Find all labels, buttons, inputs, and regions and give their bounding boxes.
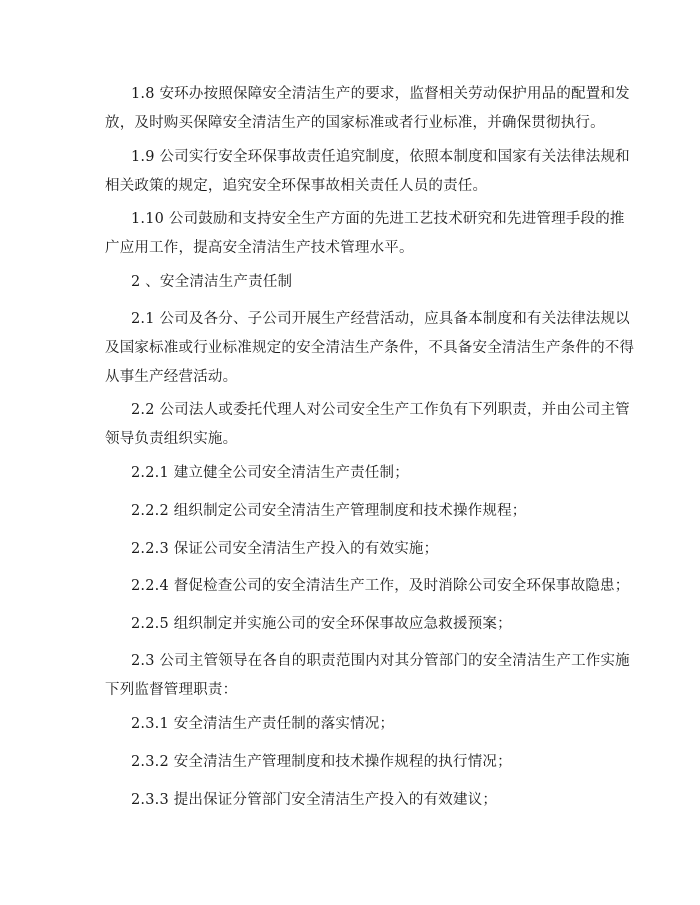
paragraph-line: 2.2.4 督促检查公司的安全清洁生产工作，及时消除公司安全环保事故隐患； (131, 578, 630, 594)
paragraph-2-3-1 (105, 710, 605, 739)
paragraph-2-2-2 (105, 497, 605, 526)
paragraph-line: 2.3.3 提出保证分管部门安全清洁生产投入的有效建议； (131, 792, 498, 808)
paragraph-1-9 (105, 143, 630, 201)
paragraph-line: 2.2 公司法人或委托代理人对公司安全生产工作负有下列职责，并由公司主管 (131, 402, 630, 418)
paragraph-line: 下列监督管理职责： (105, 682, 238, 698)
paragraph-line: 2.3.2 安全清洁生产管理制度和技术操作规程的执行情况； (131, 754, 512, 770)
paragraph-2-3 (105, 647, 630, 705)
paragraph-line: 1.10 公司鼓励和支持安全生产方面的先进工艺技术研究和先进管理手段的推 (131, 211, 625, 227)
paragraph-2-2-3 (105, 535, 605, 564)
paragraph-line: 广应用工作，提高安全清洁生产技术管理水平。 (105, 240, 414, 256)
paragraph-2-1 (105, 305, 635, 392)
paragraph-line: 1.8 安环办按照保障安全清洁生产的要求，监督相关劳动保护用品的配置和发 (131, 86, 630, 102)
paragraph-1-8 (105, 80, 630, 138)
paragraph-line: 1.9 公司实行安全环保事故责任追究制度，依照本制度和国家有关法律法规和 (131, 149, 630, 165)
paragraph-line: 放，及时购买保障安全清洁生产的国家标准或者行业标准，并确保贯彻执行。 (105, 115, 605, 131)
paragraph-line: 从事生产经营活动。 (105, 369, 238, 385)
paragraph-2-2 (105, 396, 630, 454)
paragraph-line: 2.2.3 保证公司安全清洁生产投入的有效实施； (131, 541, 439, 557)
paragraph-2-2-4 (105, 572, 630, 601)
paragraph-line: 及国家标准或行业标准规定的安全清洁生产条件，不具备安全清洁生产条件的不得 (105, 340, 635, 356)
paragraph-1-10 (105, 205, 625, 263)
section-heading-2 (105, 268, 605, 297)
paragraph-line: 2 、安全清洁生产责任制 (131, 274, 293, 290)
paragraph-2-3-3 (105, 786, 605, 815)
paragraph-line: 领导负责组织实施。 (105, 431, 238, 447)
paragraph-line: 2.2.1 建立健全公司安全清洁生产责任制； (131, 465, 409, 481)
paragraph-2-2-1 (105, 459, 605, 488)
paragraph-line: 2.1 公司及各分、子公司开展生产经营活动，应具备本制度和有关法律法规以 (131, 311, 630, 327)
paragraph-2-2-5 (105, 610, 605, 639)
paragraph-line: 2.3.1 安全清洁生产责任制的落实情况； (131, 716, 395, 732)
paragraph-line: 2.2.2 组织制定公司安全清洁生产管理制度和技术操作规程； (131, 503, 527, 519)
paragraph-line: 相关政策的规定，追究安全环保事故相关责任人员的责任。 (105, 178, 488, 194)
paragraph-line: 2.2.5 组织制定并实施公司的安全环保事故应急救援预案； (131, 616, 512, 632)
paragraph-2-3-2 (105, 748, 605, 777)
paragraph-line: 2.3 公司主管领导在各自的职责范围内对其分管部门的安全清洁生产工作实施 (131, 653, 630, 669)
